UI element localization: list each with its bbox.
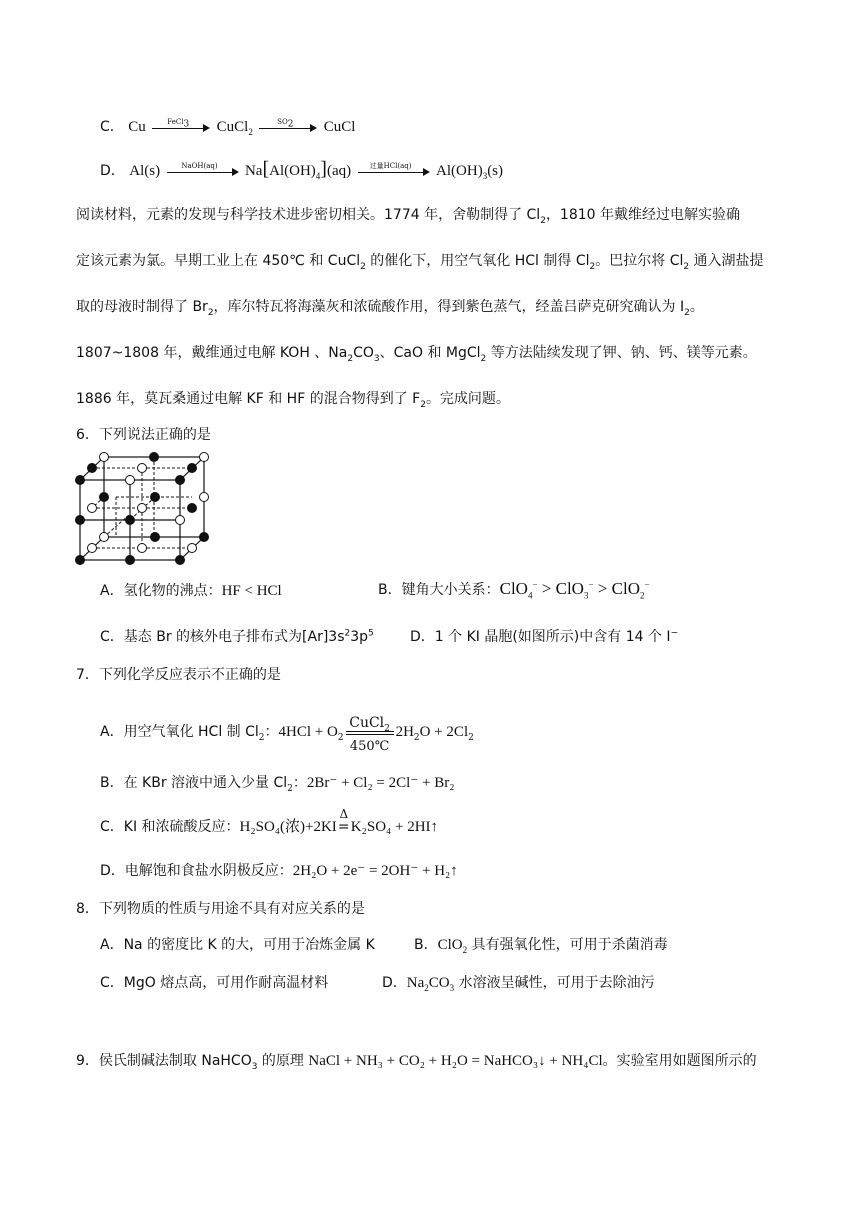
q6-option-c: C．基态 Br 的核外电子排布式为$[Ar]3s^23p^5$ (100, 628, 374, 645)
reaction-arrow: NaOH(aq) (167, 165, 239, 177)
question-9-stem: 9．侯氏制碱法制取 NaHCO$_3$ 的原理 NaCl + NH₃ + CO₂ + H₂O = NaHCO₃↓ + NH₄Cl。实验室用如题图所示的 (76, 1053, 757, 1072)
q7-option-d: D．电解饱和食盐水阴极反应：2H₂O + 2e⁻ = 2OH⁻ + H₂↑ (100, 863, 458, 879)
q7-option-c: C．KI 和浓硫酸反应：H₂SO₄(浓)+2KI Δ =K₂SO₄ + 2HI↑ (100, 816, 438, 838)
q6-option-d: D．1 个 KI 晶胞(如图所示)中含有 14 个 I− (410, 628, 679, 645)
passage-line-2: 定该元素为氯。早期工业上在 450℃ 和 CuCl$_2$ 的催化下，用空气氧化 HCl 制得 $Cl_2$。巴拉尔将 $Cl_2$ 通入湖盐提 (76, 253, 764, 272)
q7-option-a: A．用空气氧化 HCl 制 $Cl_2$：$4HCl + O_2$ CuCl$_2$ 450℃ $2H_2O + 2Cl_2$ (100, 712, 474, 752)
reaction-arrow: FeCl$_3$ (152, 121, 210, 133)
q8-option-d: D．$Na_2CO_3$ 水溶液呈碱性，可用于去除油污 (382, 975, 655, 993)
reaction-condition: CuCl$_2$ 450℃ (344, 712, 396, 752)
q8-option-c: C．MgO 熔点高，可用作耐高温材料 (100, 975, 329, 991)
passage-line-5: 1886 年，莫瓦桑通过电解 KF 和 HF 的混合物得到了 $F_2$。完成问题。 (76, 391, 510, 410)
q8-option-b: B．ClO$_2$ 具有强氧化性，可用于杀菌消毒 (414, 937, 668, 955)
reaction-arrow: 过量HCl(aq) (358, 165, 430, 177)
ki-crystal-cell-diagram (74, 452, 214, 568)
question-6-stem: 6．下列说法正确的是 (76, 427, 211, 443)
q6-option-a: A．氢化物的沸点：HF < HCl (100, 583, 282, 599)
formula-cu: Cu (128, 119, 146, 135)
passage-line-1: 阅读材料，元素的发现与科学技术进步密切相关。1774 年，舍勒制得了 $Cl_2$，1810 年戴维经过电解实验确 (76, 207, 741, 226)
passage-line-4: 1807~1808 年，戴维通过电解 KOH 、$Na_2CO_3$、CaO 和 MgCl$_2$ 等方法陆续发现了钾、钠、钙、镁等元素。 (76, 345, 757, 364)
q6-option-b: B．键角大小关系：ClO$_4$− > ClO$_3$− > ClO$_2$− (378, 579, 650, 601)
reaction-arrow: $SO_2$ (259, 121, 317, 133)
q7-option-b: B．在 KBr 溶液中通入少量 $Cl_2$：2Br⁻ + Cl₂ = 2Cl⁻ + Br₂ (100, 775, 455, 794)
passage-line-3: 取的母液时制得了 $Br_2$，库尔特瓦将海藻灰和浓硫酸作用，得到紫色蒸气，经盖吕萨克研究确认为 $I_2$。 (76, 299, 704, 318)
option-c-prev: C． Cu FeCl$_3$ CuCl$_2$ $SO_2$ CuCl (100, 118, 356, 137)
question-7-stem: 7．下列化学反应表示不正确的是 (76, 667, 281, 683)
option-d-prev: D． Al(s) NaOH(aq) $Na[Al(OH)_4](aq)$ 过量HCl(aq) $Al(OH)_3(s)$ (100, 158, 504, 181)
q8-option-a: A．Na 的密度比 K 的大，可用于冶炼金属 K (100, 937, 375, 953)
heat-symbol: Δ = (337, 807, 350, 835)
question-8-stem: 8．下列物质的性质与用途不具有对应关系的是 (76, 901, 365, 917)
